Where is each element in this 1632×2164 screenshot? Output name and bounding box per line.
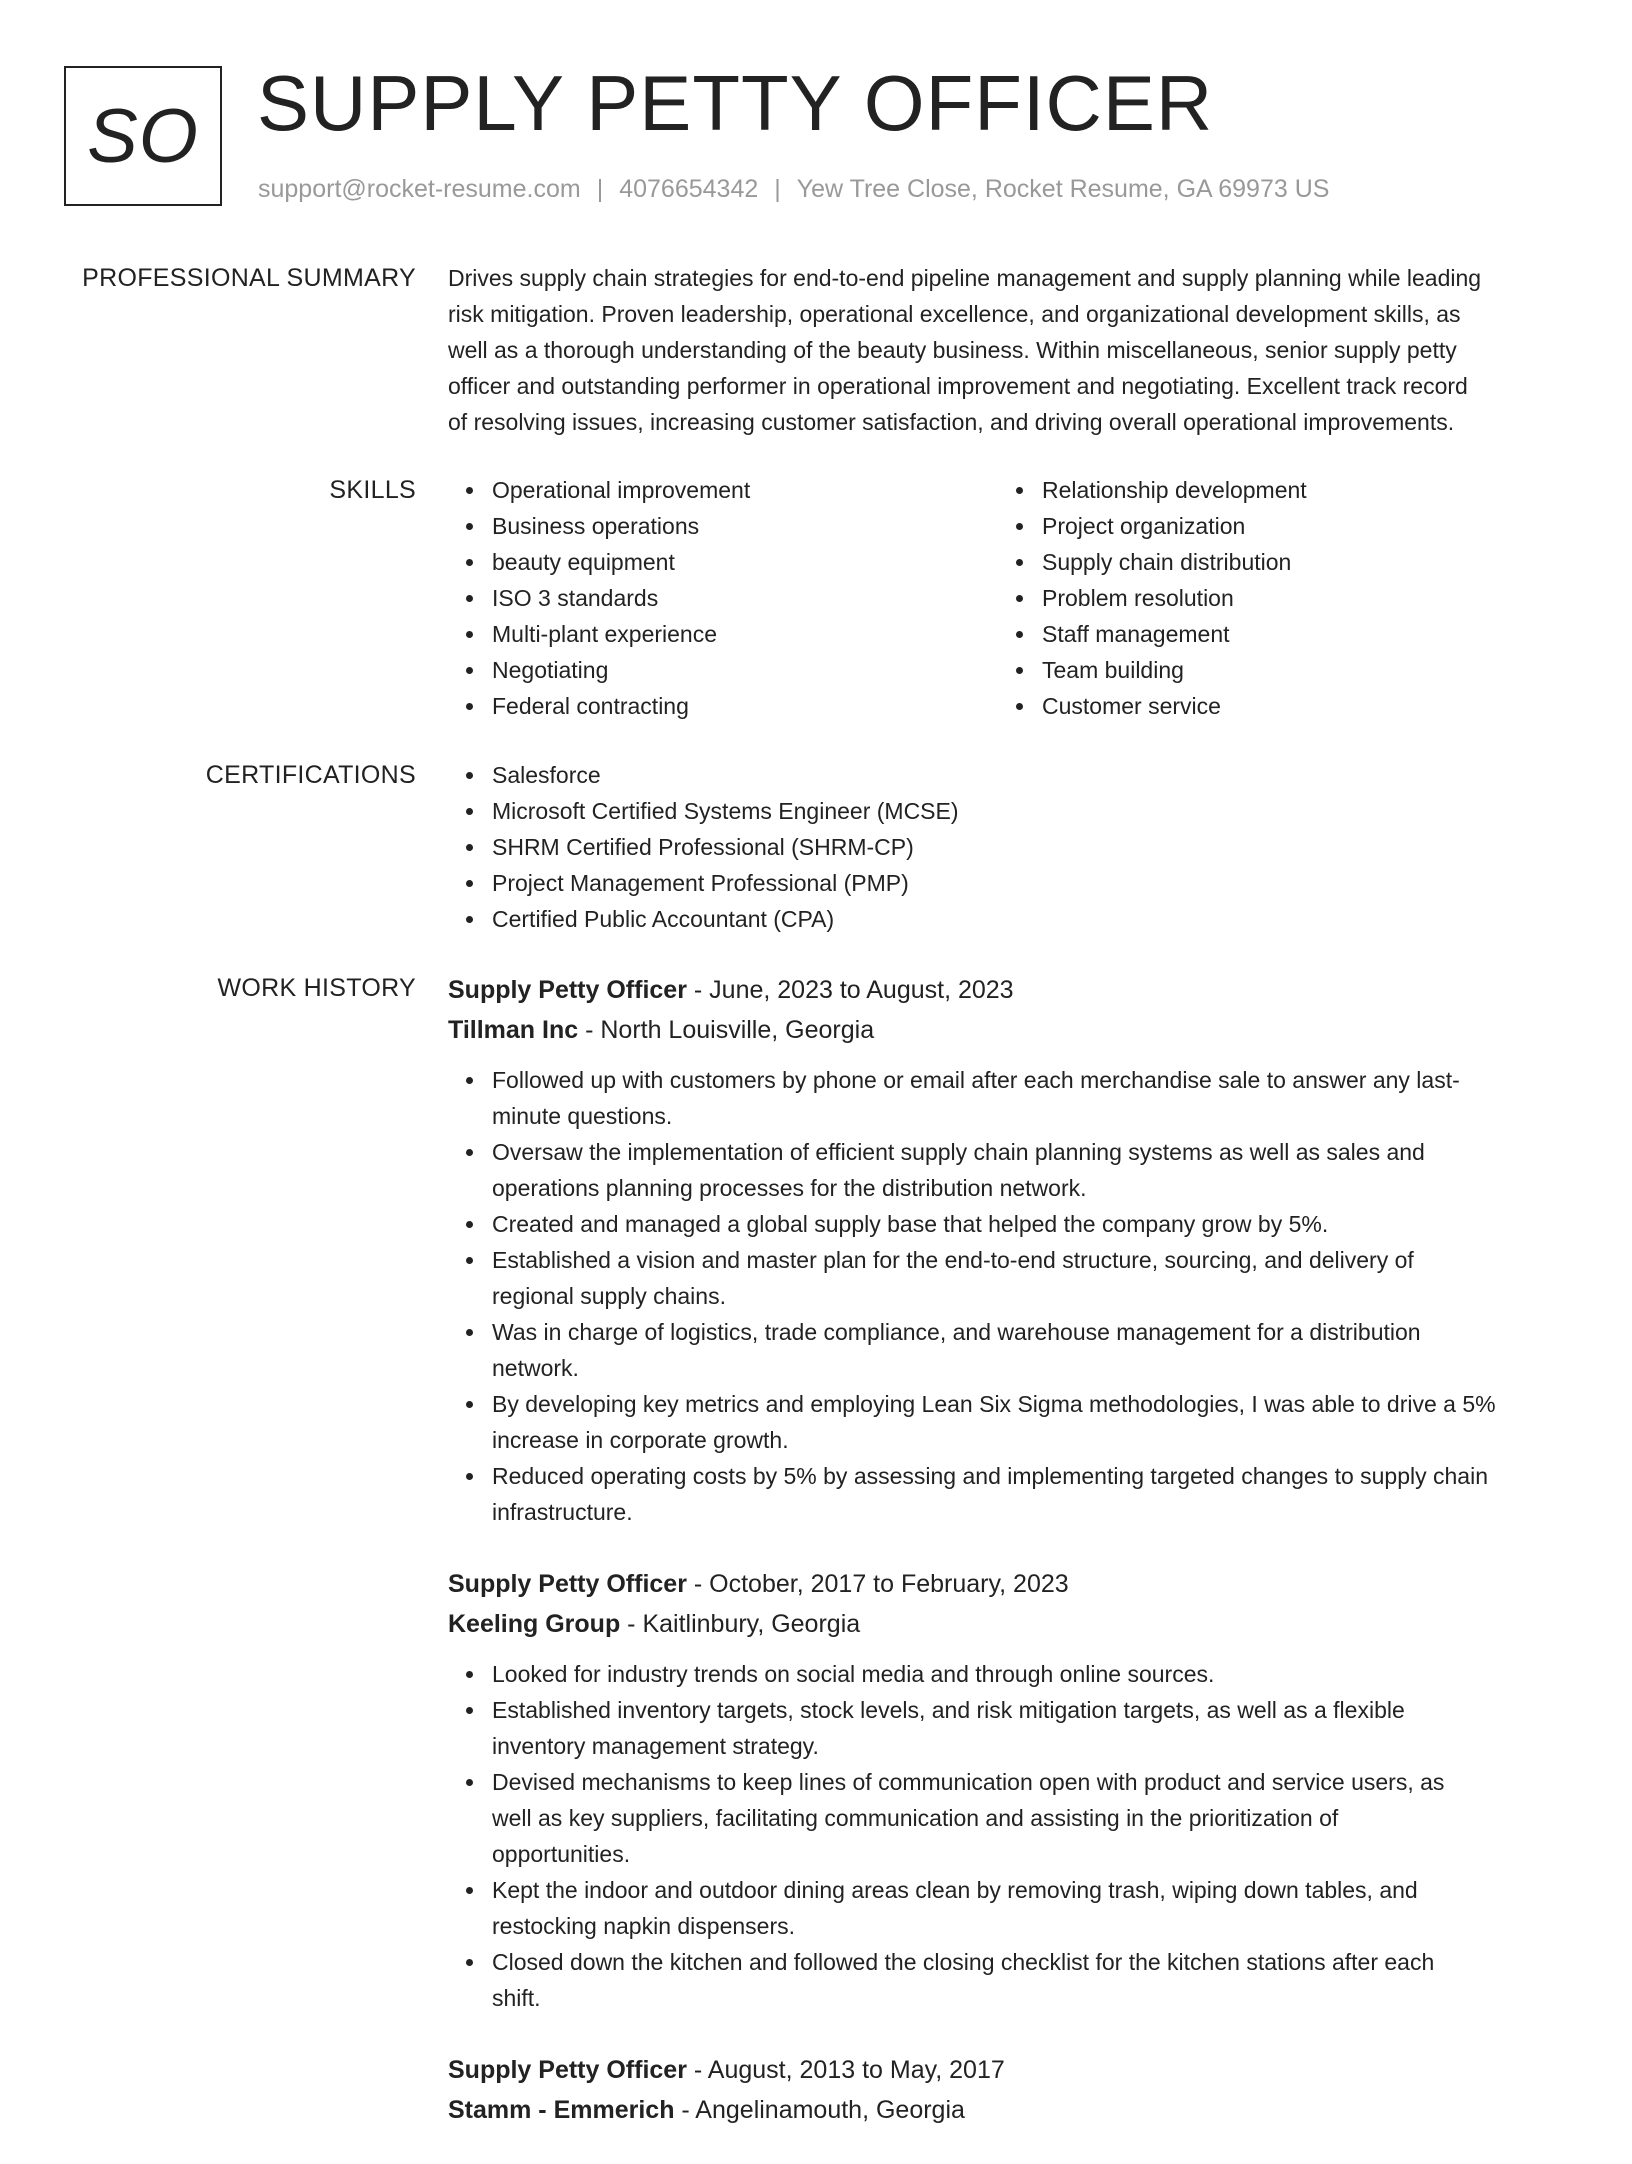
- jobs-container: [448, 970, 1568, 2164]
- job-bullet-line: Followed up with customers by phone or email after each merchandise sale to answer any last-: [492, 1067, 1460, 1093]
- job-bullet-line: shift.: [492, 1985, 541, 2011]
- certification-item: Project Management Professional (PMP): [492, 865, 1568, 901]
- job-company-line: [448, 1010, 1568, 1050]
- job-bullet-line: Established inventory targets, stock levels, and risk mitigation targets, as well as a flexible: [492, 1697, 1405, 1723]
- contact-line: [258, 175, 1329, 204]
- job-bullets: [448, 1656, 1568, 2016]
- certification-item: Certified Public Accountant (CPA): [492, 901, 1568, 937]
- job-bullet: [492, 1764, 1568, 1872]
- job-bullet-line: inventory management strategy.: [492, 1733, 819, 1759]
- summary-line: Drives supply chain strategies for end-to-end pipeline management and supply planning while leading: [448, 265, 1482, 291]
- job-location: - North Louisville, Georgia: [578, 1016, 875, 1044]
- job-bullet-line: Was in charge of logistics, trade compliance, and warehouse management for a distribution: [492, 1319, 1421, 1345]
- job-bullet-line: increase in corporate growth.: [492, 1427, 789, 1453]
- skill-item: beauty equipment: [492, 544, 1032, 580]
- skill-item: Relationship development: [1042, 472, 1582, 508]
- skill-item: ISO 3 standards: [492, 580, 1032, 616]
- job-title: Supply Petty Officer: [448, 976, 687, 1004]
- job-bullet: [492, 1458, 1568, 1530]
- job-entry: [448, 1564, 1568, 2016]
- job-bullet-line: minute questions.: [492, 1103, 673, 1129]
- skill-item: Team building: [1042, 652, 1582, 688]
- section-label: SKILLS: [329, 476, 416, 504]
- section-label: PROFESSIONAL SUMMARY: [82, 264, 416, 292]
- skill-item: Supply chain distribution: [1042, 544, 1582, 580]
- skills-list: [998, 472, 1582, 724]
- monogram-logo: SO: [64, 66, 222, 206]
- skill-item: Project organization: [1042, 508, 1582, 544]
- summary-line: risk mitigation. Proven leadership, operational excellence, and organizational development skills, as: [448, 301, 1461, 327]
- skill-item: Federal contracting: [492, 688, 1032, 724]
- job-entry: [448, 970, 1568, 1530]
- summary-line: of resolving issues, increasing customer satisfaction, and driving overall operational improvements.: [448, 409, 1455, 435]
- job-bullet: [492, 1206, 1568, 1242]
- job-bullet-line: network.: [492, 1355, 579, 1381]
- job-dates: - October, 2017 to February, 2023: [686, 1570, 1069, 1598]
- section-label: CERTIFICATIONS: [205, 761, 416, 789]
- job-bullet: [492, 1692, 1568, 1764]
- summary-line: officer and outstanding performer in operational improvement and negotiating. Excellent track record: [448, 373, 1468, 399]
- skill-item: Staff management: [1042, 616, 1582, 652]
- job-title-line: [448, 2050, 1568, 2090]
- certification-item: Salesforce: [492, 757, 1568, 793]
- skill-item: Problem resolution: [1042, 580, 1582, 616]
- job-bullet-line: Established a vision and master plan for the end-to-end structure, sourcing, and delivery of: [492, 1247, 1414, 1273]
- job-location: - Kaitlinbury, Georgia: [620, 1610, 861, 1638]
- job-bullet-line: Oversaw the implementation of efficient supply chain planning systems as well as sales and: [492, 1139, 1425, 1165]
- skill-item: Operational improvement: [492, 472, 1032, 508]
- job-bullet-line: opportunities.: [492, 1841, 631, 1867]
- email-link[interactable]: support@rocket-resume.com: [258, 175, 581, 203]
- skill-item: Multi-plant experience: [492, 616, 1032, 652]
- resume-name: SUPPLY PETTY OFFICER: [257, 59, 1214, 147]
- job-bullet: [492, 1386, 1568, 1458]
- certification-item: Microsoft Certified Systems Engineer (MCSE): [492, 793, 1568, 829]
- skill-item: Customer service: [1042, 688, 1582, 724]
- job-company-line: [448, 2090, 1568, 2130]
- job-bullet-line: Reduced operating costs by 5% by assessing and implementing targeted changes to supply chain: [492, 1463, 1488, 1489]
- job-bullets: [448, 1062, 1568, 1530]
- job-title: Supply Petty Officer: [448, 2056, 687, 2084]
- job-bullet-line: Closed down the kitchen and followed the closing checklist for the kitchen stations after each: [492, 1949, 1435, 1975]
- job-bullet: [492, 1242, 1568, 1314]
- job-bullet-line: regional supply chains.: [492, 1283, 726, 1309]
- skill-item: Business operations: [492, 508, 1032, 544]
- job-bullet-line: infrastructure.: [492, 1499, 633, 1525]
- job-bullet: [492, 1944, 1568, 2016]
- job-bullet-line: operations planning processes for the distribution network.: [492, 1175, 1087, 1201]
- certification-item: SHRM Certified Professional (SHRM-CP): [492, 829, 1568, 865]
- section-label: WORK HISTORY: [217, 974, 416, 1002]
- job-bullet: [492, 1134, 1568, 1206]
- contact-separator: |: [774, 175, 781, 203]
- certifications-list: [448, 757, 1568, 937]
- job-bullet: [492, 1872, 1568, 1944]
- skills-list: [448, 472, 1032, 724]
- job-bullet-line: restocking napkin dispensers.: [492, 1913, 795, 1939]
- job-bullet-line: Looked for industry trends on social media and through online sources.: [492, 1661, 1215, 1687]
- job-bullet: [492, 1062, 1568, 1134]
- job-title-line: [448, 970, 1568, 1010]
- job-company: Stamm - Emmerich: [448, 2096, 675, 2124]
- job-entry: [448, 2050, 1568, 2130]
- job-bullet: [492, 1656, 1568, 1692]
- job-dates: - August, 2013 to May, 2017: [686, 2056, 1005, 2084]
- job-title: Supply Petty Officer: [448, 1570, 687, 1598]
- job-company-line: [448, 1604, 1568, 1644]
- address: Yew Tree Close, Rocket Resume, GA 69973 US: [796, 175, 1330, 203]
- phone-number[interactable]: 4076654342: [619, 175, 759, 203]
- job-bullet-line: Devised mechanisms to keep lines of communication open with product and service users, as: [492, 1769, 1445, 1795]
- job-company: Tillman Inc: [448, 1016, 579, 1044]
- job-company: Keeling Group: [448, 1610, 621, 1638]
- job-bullet: [492, 1314, 1568, 1386]
- summary-line: well as a thorough understanding of the beauty business. Within miscellaneous, senior supply petty: [448, 337, 1457, 363]
- skill-item: Negotiating: [492, 652, 1032, 688]
- job-location: - Angelinamouth, Georgia: [674, 2096, 965, 2124]
- job-dates: - June, 2023 to August, 2023: [686, 976, 1014, 1004]
- job-bullet-line: By developing key metrics and employing Lean Six Sigma methodologies, I was able to drive a 5%: [492, 1391, 1496, 1417]
- summary-text: [448, 260, 1568, 440]
- job-bullet-line: Kept the indoor and outdoor dining areas clean by removing trash, wiping down tables, and: [492, 1877, 1418, 1903]
- job-bullet-line: well as key suppliers, facilitating communication and assisting in the prioritization of: [492, 1805, 1339, 1831]
- contact-separator: |: [596, 175, 604, 203]
- job-bullet-line: Created and managed a global supply base that helped the company grow by 5%.: [492, 1211, 1329, 1237]
- job-title-line: [448, 1564, 1568, 1604]
